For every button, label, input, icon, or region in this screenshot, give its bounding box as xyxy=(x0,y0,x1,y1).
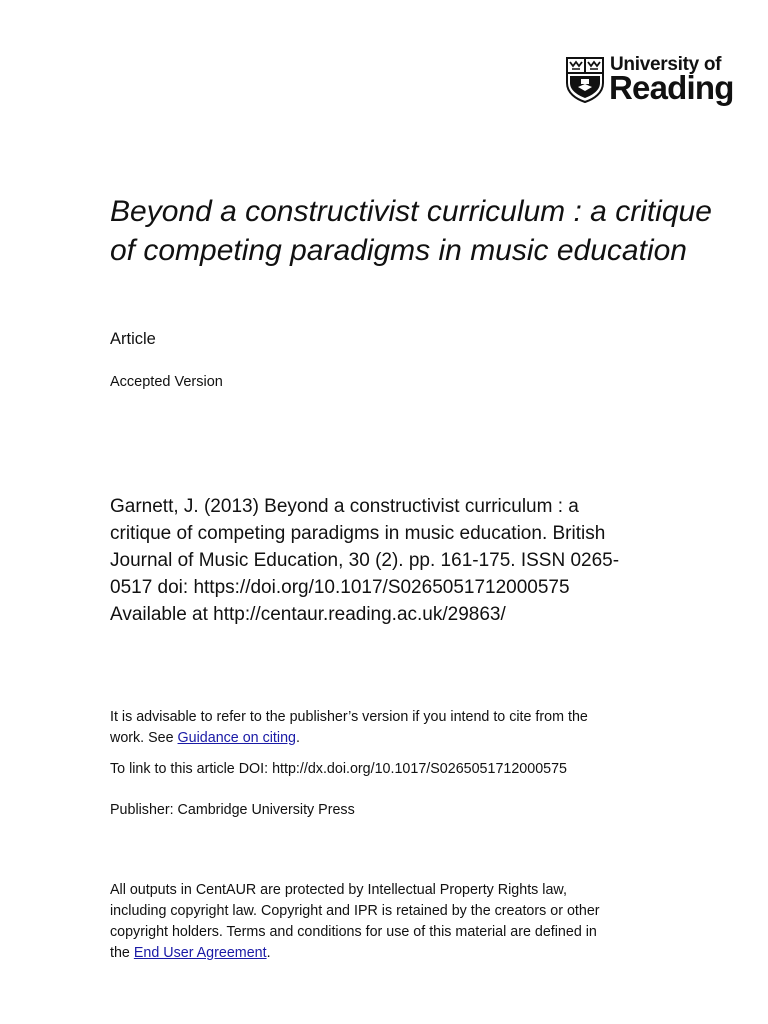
rights-statement xyxy=(110,880,710,964)
document-version: Accepted Version xyxy=(110,374,223,390)
rights-line: copyright holders. Terms and conditions for use of this material are defined in xyxy=(110,924,597,940)
rights-line: All outputs in CentAUR are protected by Intellectual Property Rights law, xyxy=(110,882,567,898)
end-user-agreement-link[interactable]: End User Agreement xyxy=(133,945,267,961)
advisory-line xyxy=(110,728,710,749)
citation-line: Journal of Music Education, 30 (2). pp. 161-175. ISSN 0265- xyxy=(110,550,620,571)
document-title: Beyond a constructivist curriculum : a critique of competing paradigms in music education xyxy=(110,195,712,267)
rights-prefix: the xyxy=(110,945,134,961)
publisher-line: Publisher: Cambridge University Press xyxy=(110,802,355,818)
advisory-suffix: . xyxy=(295,730,300,746)
citation-line: 0517 doi: https://doi.org/10.1017/S0265051712000575 xyxy=(110,577,570,598)
guidance-on-citing-link[interactable]: Guidance on citing xyxy=(177,730,296,746)
article-doi-link-line: To link to this article DOI: http://dx.doi.org/10.1017/S0265051712000575 xyxy=(110,761,568,777)
citation-advisory xyxy=(110,707,710,749)
document-type: Article xyxy=(110,330,156,348)
rights-line xyxy=(110,943,710,964)
university-crest-icon xyxy=(566,57,604,103)
citation-block xyxy=(110,493,720,628)
citation-line: critique of competing paradigms in music education. British xyxy=(110,523,606,544)
logo-line-university-of: University of xyxy=(610,54,722,75)
logo-line-reading: Reading xyxy=(609,69,734,106)
citation-line: Garnett, J. (2013) Beyond a constructivist curriculum : a xyxy=(110,496,579,517)
citation-line: Available at http://centaur.reading.ac.uk/29863/ xyxy=(110,604,506,625)
rights-line: including copyright law. Copyright and IPR is retained by the creators or other xyxy=(110,903,600,919)
rights-suffix: . xyxy=(266,945,271,961)
advisory-line: It is advisable to refer to the publisher’s version if you intend to cite from the xyxy=(110,709,588,725)
advisory-prefix: work. See xyxy=(110,730,178,746)
university-logo xyxy=(566,54,734,107)
